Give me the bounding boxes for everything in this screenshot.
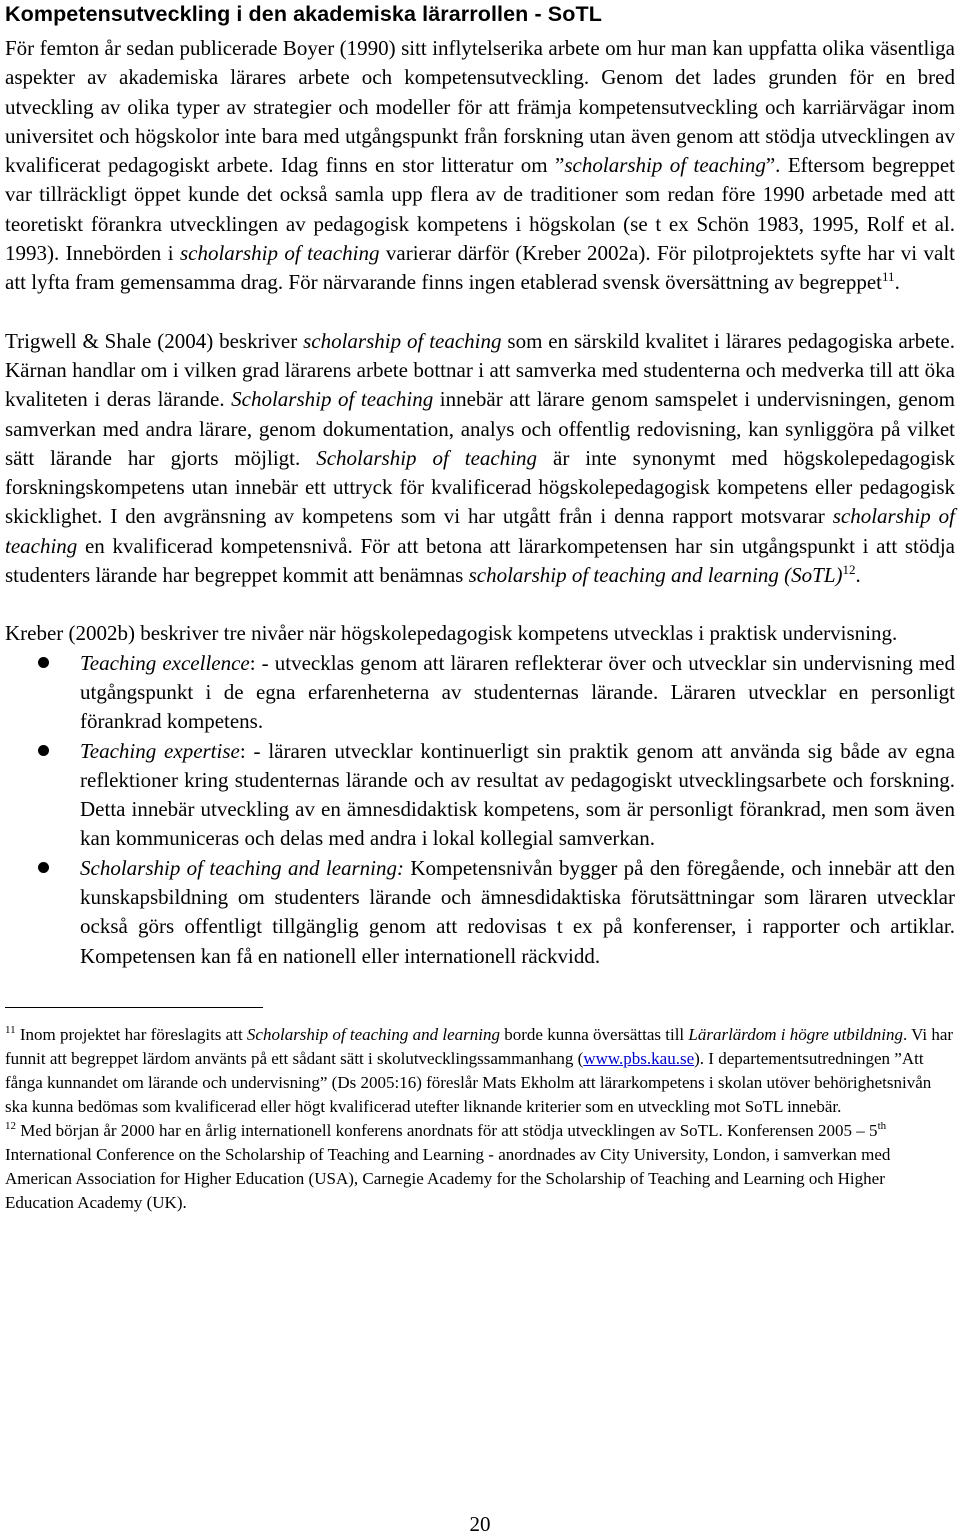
footnote-separator bbox=[5, 1007, 263, 1008]
footnote-ref-12[interactable]: 12 bbox=[842, 562, 856, 578]
competence-levels-list bbox=[5, 649, 955, 971]
page-number: 20 bbox=[469, 1512, 491, 1536]
bullet-icon bbox=[38, 657, 49, 668]
bullet-icon bbox=[38, 745, 49, 756]
paragraph-kreber: Kreber (2002b) beskriver tre nivåer när högskolepedagogisk kompetens utvecklas i praktisk undervisning. bbox=[5, 621, 898, 646]
list-item: Teaching excellence: - utvecklas genom att läraren reflekterar över och utvecklar sin undervisning med utgångspunkt i de egna erfarenheterna av studenternas lärande. Läraren utvecklar en personligt förankrad kompetens. bbox=[5, 649, 955, 737]
paragraph-boyer: För femton år sedan publicerade Boyer (1990) sitt inflytelserika arbete om hur man kan uppfatta olika väsentliga aspekter av akademiska lärares arbete och kompetensutveckling. Genom det lades grunden för en bred utveckling av olika typer av strategier och modeller för att främja kompetensutveckling och karriärvägar inom universitet och högskolor inte bara med utgångspunkt från forskning utan även genom att stödja utvecklingen av kvalificerat pedagogiskt arbete. Idag finns en stor litteratur om ”scholarship of teaching”. Eftersom begreppet var tillräckligt öppet kunde det också samla upp flera av de traditioner som redan före 1990 arbetade med att teoretiskt förankra utvecklingen av pedagogisk kompetens i högskolan (se t ex Schön 1983, 1995, Rolf et al. 1993). Innebörden i scholarship of teaching varierar därför (Kreber 2002a). För pilotprojektets syfte har vi valt att lyfta fram gemensamma drag. För närvarande finns ingen etablerad svensk översättning av begreppet$^{11}$. bbox=[5, 36, 956, 295]
list-item: Teaching expertise: - läraren utvecklar kontinuerligt sin praktik genom att använda sig både av egna reflektioner kring studenternas lärande och av resultat av pedagogiskt utvecklingsarbete och forskning. Detta innebär utveckling av en ämnesdidaktisk kompetens, som är personligt förankrad, men som även kan kommuniceras och delas med andra i lokal kollegial samverkan. bbox=[5, 737, 955, 854]
section-heading: Kompetensutveckling i den akademiska lärarrollen - SoTL bbox=[5, 2, 602, 26]
pbs-link[interactable]: www.pbs.kau.se bbox=[583, 1048, 695, 1068]
list-item: Scholarship of teaching and learning: Kompetensnivån bygger på den föregående, och innebär att den kunskapsbildning om studenters lärande och ämnesdidaktiska förutsättningar som läraren utvecklar också görs offentligt tillgänglig genom att redovisas t ex på konferenser, i rapporter och artiklar. Kompetensen kan få en nationell eller internationell räckvidd. bbox=[5, 854, 955, 971]
document-page bbox=[5, 0, 955, 1215]
bullet-icon bbox=[38, 862, 49, 873]
paragraph-trigwell: Trigwell & Shale (2004) beskriver scholarship of teaching som en särskild kvalitet i lärares pedagogiska arbete. Kärnan handlar om i vilken grad lärarens arbete bottnar i att samverka med studenterna och medverka till att öka kvaliteten i deras lärande. Scholarship of teaching innebär att lärare genom samspelet i undervisningen, genom samverkan med andra lärare, genom dokumentation, analys och offentlig redovisning, kan synliggöra på vilket sätt lärande har gjorts möjligt. Scholarship of teaching är inte synonymt med högskolepedagogisk forskningskompetens utan innebär ett uttryck för kvalificerad högskolepedagogisk kompetens eller pedagogisk skicklighet. I den avgränsning av kompetens som vi har utgått från i denna rapport motsvarar scholarship of teaching en kvalificerad kompetensnivå. För att betona att lärarkompetensen har sin utgångspunkt i att stödja studenters lärande har begreppet kommit att benämnas scholarship of teaching and learning (SoTL)$^{12}$. bbox=[5, 328, 956, 588]
footnote-12: $^{12}$ Med början år 2000 har en årlig internationell konferens anordnats för att stödja utvecklingen av SoTL. Konferensen 2005 – 5th International Conference on the Scholarship of Teaching and Learning - anordnades av City University, London, i samverkan med American Association for Higher Education (USA), Carnegie Academy for the Scholarship of Teaching and Learning och Higher Education Academy (UK). bbox=[5, 1119, 891, 1212]
footnote-11: $^{11}$ Inom projektet har föreslagits att Scholarship of teaching and learning borde kunna översättas till Lärarlärdom i högre utbildning. Vi har funnit att begreppet lärdom använts på ett sådant sätt i skolutvecklingssammanhang (www.pbs.kau.se). I departementsutredningen ”Att fånga kunnandet om lärande och undervisning” (Ds 2005:16) föreslår Mats Ekholm att lärarkompetens i skolan utöver behörighetsnivån ska kunna bedömas som kvalificerad eller högt kvalificerad utefter liknande kriterier som en utveckling mot SoTL innebär. bbox=[5, 1023, 954, 1116]
footnote-ref-11[interactable]: 11 bbox=[882, 269, 895, 285]
